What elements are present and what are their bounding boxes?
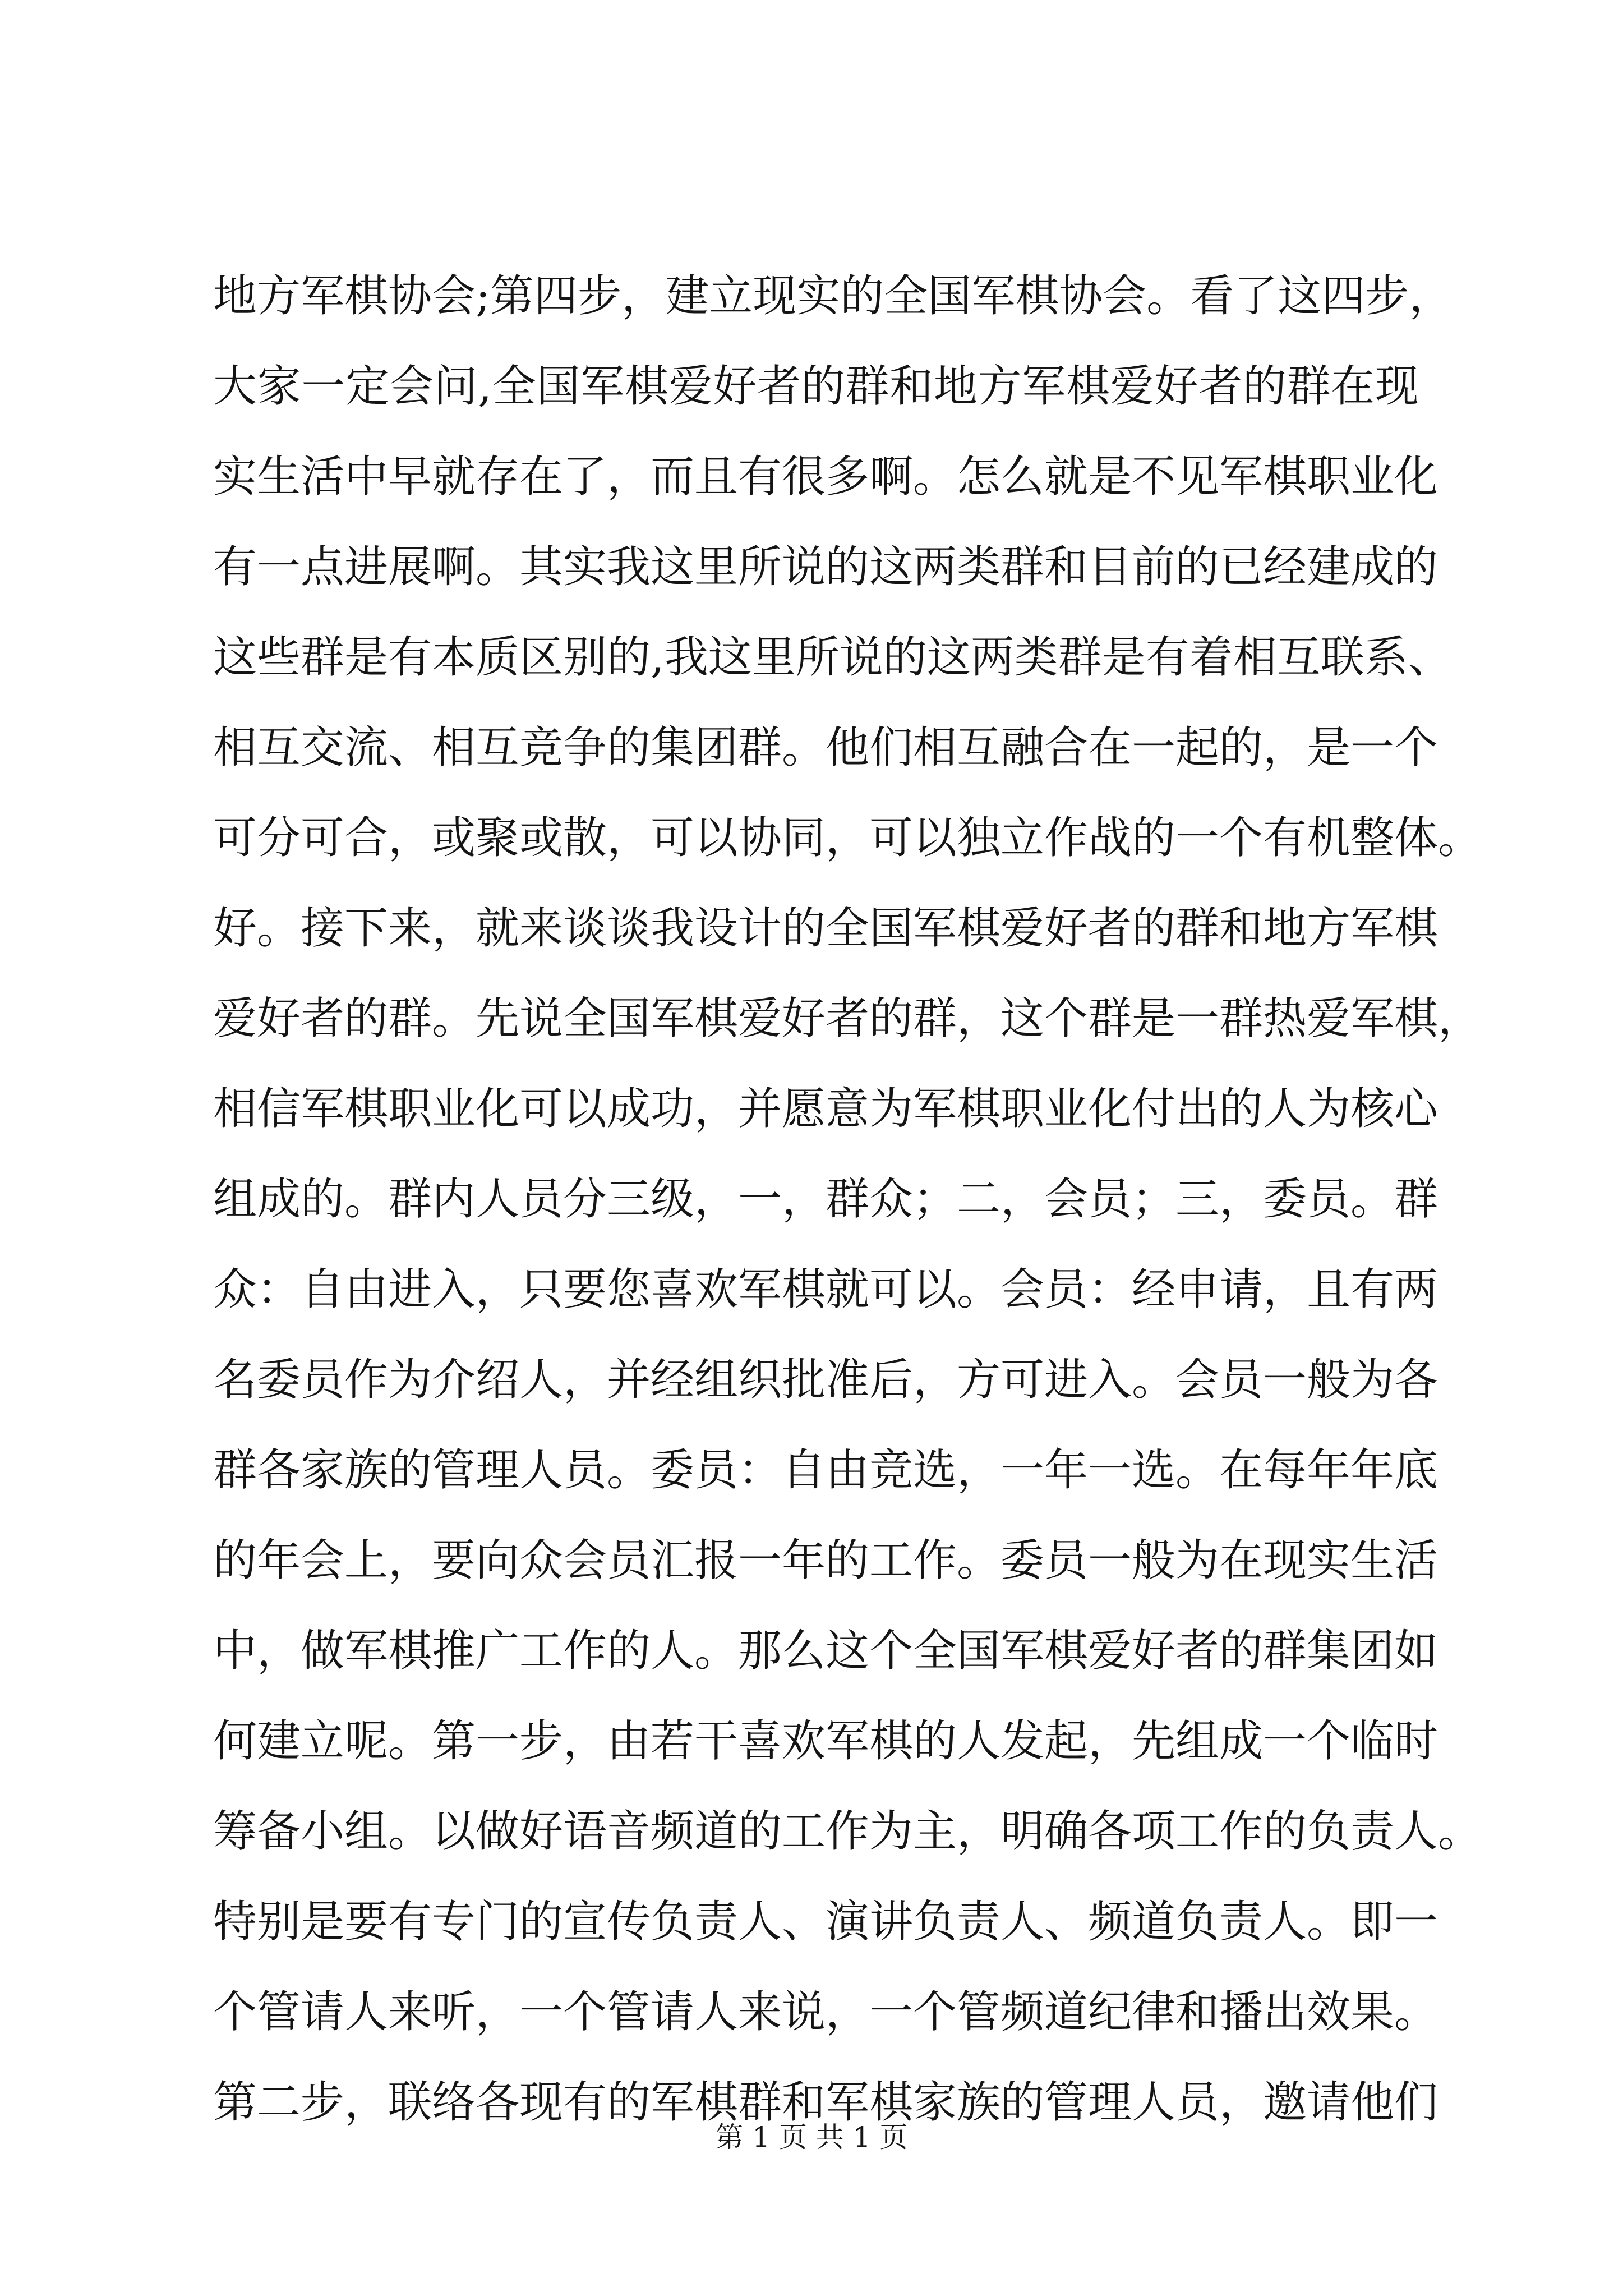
body-text	[213, 251, 1482, 2148]
text-line: 有一点进展啊。其实我这里所说的这两类群和目前的已经建成的	[213, 542, 1438, 592]
text-line: 相信军棋职业化可以成功，并愿意为军棋职业化付出的人为核心	[213, 1084, 1438, 1134]
page-footer: 第 1 页 共 1 页	[715, 2121, 908, 2154]
text-line: 群各家族的管理人员。委员：自由竞选，一年一选。在每年年底	[213, 1445, 1438, 1496]
text-line: 名委员作为介绍人，并经组织批准后，方可进入。会员一般为各	[213, 1355, 1438, 1405]
text-line: 中，做军棋推广工作的人。那么这个全国军棋爱好者的群集团如	[213, 1626, 1438, 1676]
text-line: 众：自由进入，只要您喜欢军棋就可以。会员：经申请，且有两	[213, 1264, 1438, 1315]
text-line: 组成的。群内人员分三级，一，群众；二，会员；三，委员。群	[213, 1174, 1438, 1225]
text-line: 的年会上，要向众会员汇报一年的工作。委员一般为在现实生活	[213, 1535, 1438, 1586]
text-line: 个管请人来听，一个管请人来说，一个管频道纪律和播出效果。	[213, 1987, 1438, 2037]
text-line: 第二步，联络各现有的军棋群和军棋家族的管理人员，邀请他们	[213, 2077, 1438, 2128]
text-line: 实生活中早就存在了，而且有很多啊。怎么就是不见军棋职业化	[213, 452, 1438, 502]
text-line: 地方军棋协会;第四步，建立现实的全国军棋协会。看了这四步，	[213, 271, 1453, 321]
text-line: 可分可合，或聚或散，可以协同，可以独立作战的一个有机整体。	[213, 813, 1482, 863]
text-line: 爱好者的群。先说全国军棋爱好者的群，这个群是一群热爱军棋，	[213, 993, 1482, 1044]
text-line: 相互交流、相互竞争的集团群。他们相互融合在一起的，是一个	[213, 723, 1438, 773]
text-line: 这些群是有本质区别的,我这里所说的这两类群是有着相互联系、	[213, 632, 1452, 683]
text-line: 何建立呢。第一步，由若干喜欢军棋的人发起，先组成一个临时	[213, 1716, 1438, 1766]
text-line: 特别是要有专门的宣传负责人、演讲负责人、频道负责人。即一	[213, 1897, 1438, 1947]
text-line: 大家一定会问,全国军棋爱好者的群和地方军棋爱好者的群在现	[213, 361, 1419, 412]
text-line: 好。接下来，就来谈谈我设计的全国军棋爱好者的群和地方军棋	[213, 903, 1438, 954]
text-line: 筹备小组。以做好语音频道的工作为主，明确各项工作的负责人。	[213, 1806, 1482, 1857]
